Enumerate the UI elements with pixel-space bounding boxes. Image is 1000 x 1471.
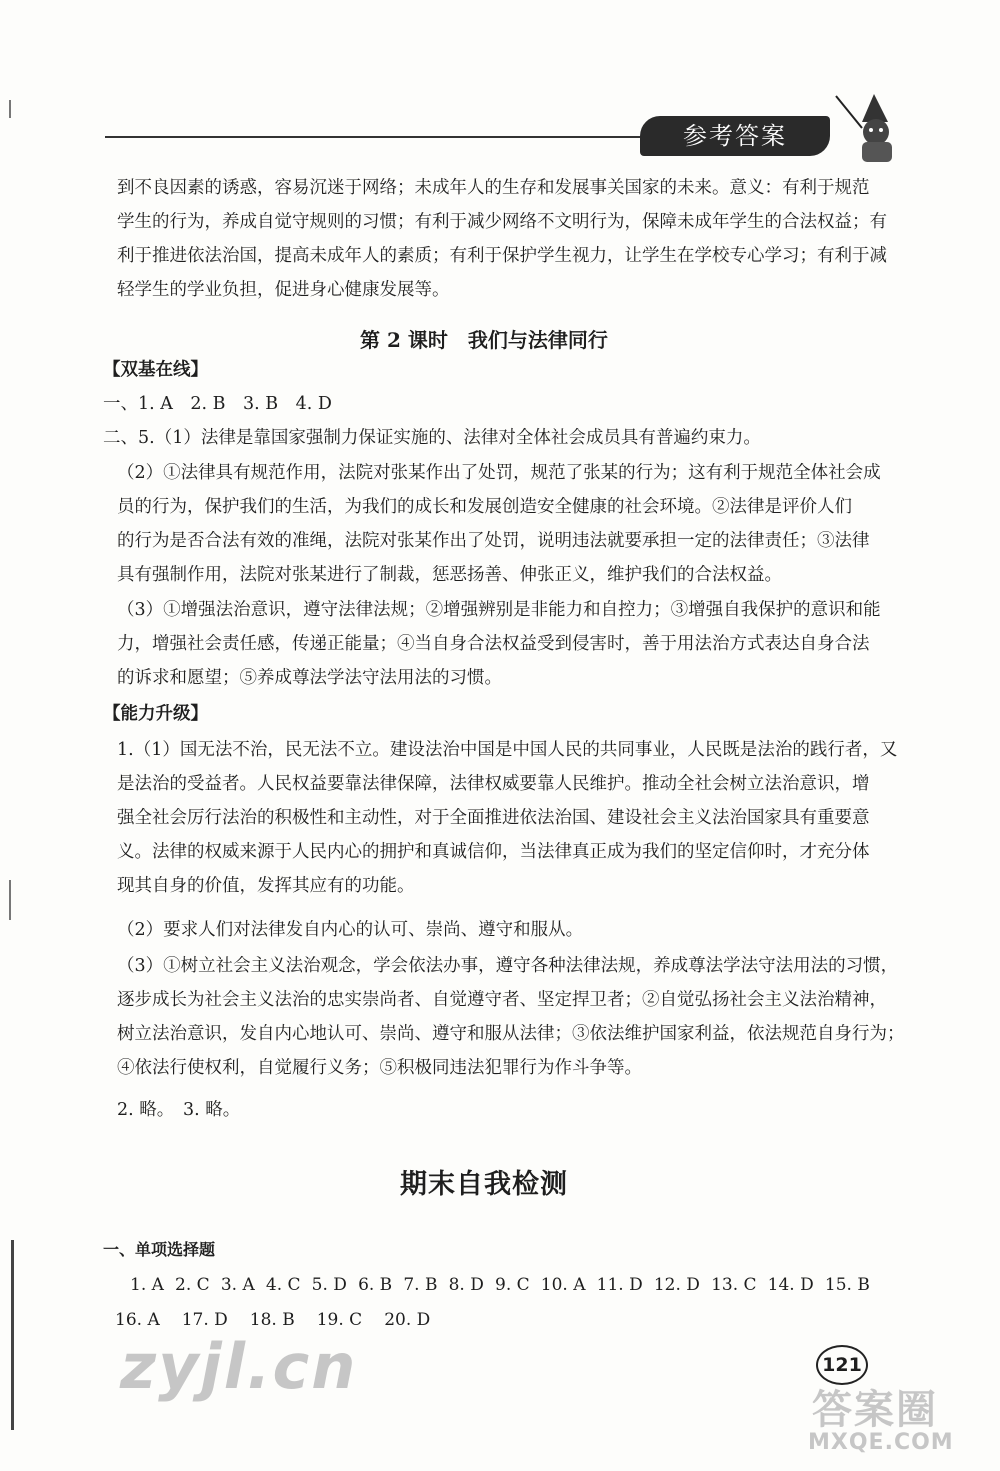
intro-line-3: 利于推进依法治国，提高未成年人的素质；有利于保护学生视力，让学生在学校专心学习；有利于减 [117,246,887,266]
answer: 16. A [115,1310,160,1330]
answer: 14. D [767,1275,814,1295]
answers-row-2 [115,1310,430,1330]
section2-q1-3-line2: 逐步成长为社会主义法治的忠实崇尚者、自觉遵守者、坚定捍卫者；②自觉弘扬社会主义法治精神， [117,990,887,1010]
exam-title: 期末自我检测 [400,1169,568,1200]
section2-q1-1-line2: 是法治的受益者。人民权益要靠法律保障，法律权威要靠人民维护。推动全社会树立法治意识，增 [117,774,870,794]
answer: 20. D [384,1310,431,1330]
section2-q1-1-line3: 强全社会厉行法治的积极性和主动性，对于全面推进依法治国、建设社会主义法治国家具有重要意 [117,808,870,828]
section2-q1-1-line5: 现其自身的价值，发挥其应有的功能。 [117,876,415,896]
answer: 9. C [495,1275,530,1295]
section1-q5-2-line2: 员的行为，保护我们的生活，为我们的成长和发展创造安全健康的社会环境。②法律是评价人们 [117,497,852,517]
answer: 4. C [265,1275,301,1295]
answer: 8. D [448,1275,484,1295]
section2-q1-3-line1: （3）①树立社会主义法治观念，学会依法办事，遵守各种法律法规，养成尊法学法守法用法的习惯， [117,956,899,976]
section1-q5-3-line3: 的诉求和愿望；⑤养成尊法学法守法用法的习惯。 [117,668,502,688]
section-heading-basics: 【双基在线】 [103,360,208,380]
exam-section-heading: 一、单项选择题 [103,1240,216,1259]
answer: 19. C [316,1310,363,1330]
section2-q1-3-line3: 树立法治意识，发自内心地认可、崇尚、遵守和服从法律；③依法维护国家利益，依法规范自身行为； [117,1024,905,1044]
answer: 17. D [181,1310,228,1330]
answer: 7. B [403,1275,438,1295]
section1-part1: 一、1. A 2. B 3. B 4. D [103,394,332,414]
answer: 11. D [596,1275,643,1295]
section1-q5-2-line3: 的行为是否合法有效的准绳，法院对张某作出了处罚，说明违法就要承担一定的法律责任；③法律 [117,531,870,551]
header-rule [105,136,665,138]
intro-line-1: 到不良因素的诱惑，容易沉迷于网络；未成年人的生存和发展事关国家的未来。意义：有利于规范 [117,178,870,198]
answer: 5. D [311,1275,347,1295]
section1-q5-3-line1: （3）①增强法治意识，遵守法律法规；②增强辨别是非能力和自控力；③增强自我保护的意识和能 [117,600,881,620]
answer: 2. C [175,1275,210,1295]
section2-q1-3-line4: ④依法行使权利，自觉履行义务；⑤积极同违法犯罪行为作斗争等。 [117,1058,642,1078]
watermark-right-bottom: MXQE.COM [808,1430,954,1455]
margin-mark [11,1240,14,1430]
section2-q1-2: （2）要求人们对法律发自内心的认可、崇尚、遵守和服从。 [117,920,584,940]
watermark-left: zyjl.cn [120,1330,358,1403]
answer: 10. A [540,1275,586,1295]
margin-mark [9,100,11,118]
answer: 12. D [653,1275,700,1295]
answer: 15. B [824,1275,870,1295]
page-number: 121 [816,1345,868,1385]
lesson-title: 第 2 课时 我们与法律同行 [360,328,608,352]
answer: 6. B [358,1275,393,1295]
section2-q1-1-line1: 1.（1）国无法不治，民无法不立。建设法治中国是中国人民的共同事业，人民既是法治的践行者，又 [117,740,898,760]
mascot-icon [832,88,912,164]
section-heading-ability: 【能力升级】 [103,704,208,724]
intro-line-4: 轻学生的学业负担，促进身心健康发展等。 [117,280,450,300]
answer: 18. B [249,1310,295,1330]
watermark-right-top: 答案圈 [812,1387,938,1433]
answer: 1. A [130,1275,164,1295]
section1-q5-2-line4: 具有强制作用，法院对张某进行了制裁，惩恶扬善、伸张正义，维护我们的合法权益。 [117,565,782,585]
section2-q2-q3: 2. 略。 3. 略。 [117,1100,241,1120]
intro-line-2: 学生的行为，养成自觉守规则的习惯；有利于减少网络不文明行为，保障未成年学生的合法权益；有 [117,212,887,232]
section1-q5-3-line2: 力，增强社会责任感，传递正能量；④当自身合法权益受到侵害时，善于用法治方式表达自身合法 [117,634,870,654]
answers-row-1 [130,1275,870,1295]
header-tab: 参考答案 [640,116,830,156]
section1-q5-1: 二、5.（1）法律是靠国家强制力保证实施的、法律对全体社会成员具有普遍约束力。 [103,428,761,448]
answer: 13. C [711,1275,757,1295]
answer: 3. A [220,1275,255,1295]
section1-q5-2-line1: （2）①法律具有规范作用，法院对张某作出了处罚，规范了张某的行为；这有利于规范全体社会成 [117,463,881,483]
section2-q1-1-line4: 义。法律的权威来源于人民内心的拥护和真诚信仰，当法律真正成为我们的坚定信仰时，才充分体 [117,842,870,862]
margin-mark [9,880,11,920]
